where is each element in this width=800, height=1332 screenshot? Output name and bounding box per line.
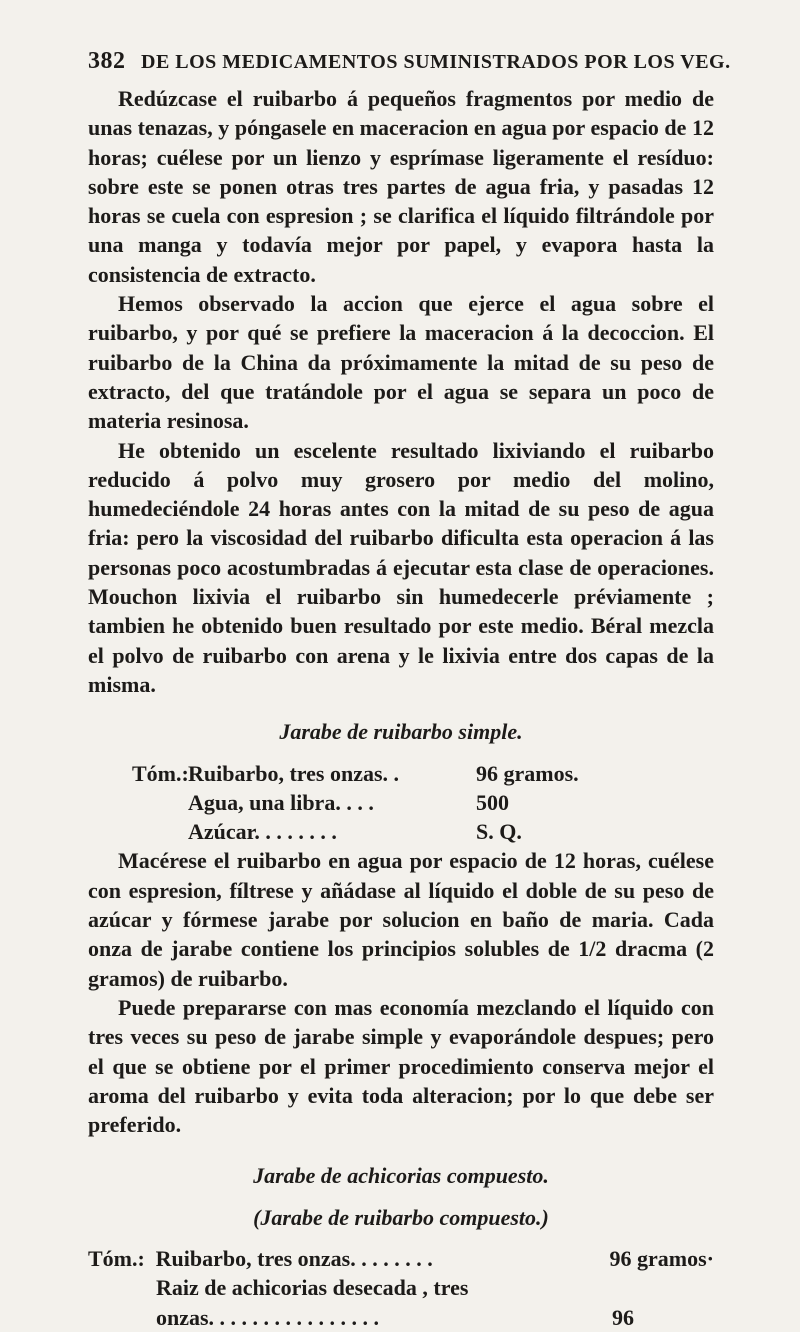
recipe-row (88, 1244, 714, 1273)
section-subheading-jarabe-ruibarbo-compuesto: (Jarabe de ruibarbo compuesto.) (253, 1204, 549, 1230)
recipe-ingredient: Agua, una libra. . . . (188, 789, 374, 815)
paragraph: He obtenido un escelente resultado lixiviando el ruibarbo reducido á polvo muy grosero por medio del molino, humedeciéndole 24 horas antes con la mitad de su peso de agua fria: pero la viscosidad del ruibarbo dificulta esta operacion á las personas poco acostumbradas á ejecutar esta clase de operaciones. Mouchon lixivia el ruibarbo sin humedecerle préviamente ; tambien he obtenido buen resultado por este medio. Béral mezcla el polvo de ruibarbo con arena y le lixivia entre dos capas de la misma. (88, 437, 714, 697)
recipe-row (88, 759, 714, 788)
recipe-row (88, 788, 714, 817)
recipe-ingredient: onzas. . . . . . . . . . . . . . . . (156, 1304, 380, 1330)
recipe-ingredient: Ruibarbo, tres onzas. . (188, 760, 400, 786)
recipe-label (88, 1303, 156, 1332)
recipe-label (88, 788, 188, 817)
recipe-ingredient: Raiz de achicorias desecada , tres (156, 1275, 469, 1301)
page-number: 382 (88, 48, 126, 74)
recipe-quantity: 500 (476, 789, 509, 815)
body-text (88, 84, 714, 1332)
running-header (88, 48, 731, 75)
recipe-label (88, 1273, 156, 1302)
recipe-row (88, 817, 714, 846)
recipe-row (88, 1273, 714, 1302)
recipe-quantity: 96 gramos· (609, 1245, 714, 1271)
recipe-label (88, 817, 188, 846)
recipe-ingredient: Ruibarbo, tres onzas. . . . . . . . (155, 1245, 433, 1271)
section-heading-jarabe-ruibarbo-simple: Jarabe de ruibarbo simple. (279, 719, 523, 745)
running-title: DE LOS MEDICAMENTOS SUMINISTRADOS POR LOS VEG. (141, 51, 731, 73)
paragraph: Redúzcase el ruibarbo á pequeños fragmentos por medio de unas tenazas, y póngasele en maceracion en agua por espacio de 12 horas; cuélese por un lienzo y esprímase ligeramente el resíduo: sobre este se ponen otras tres partes de agua fria, y pasadas 12 horas se cuela con espresion ; se clarifica el líquido filtrándole por una manga y todavía mejor por papel, y evapora hasta la consistencia de extracto. (88, 86, 714, 287)
recipe-quantity: 96 (612, 1304, 634, 1330)
paragraph: Hemos observado la accion que ejerce el agua sobre el ruibarbo, y por qué se prefiere la maceracion á la decoccion. El ruibarbo de la China da próximamente la mitad de su peso de extracto, del que tratándole por el agua se separa un poco de materia resinosa. (88, 291, 714, 434)
paragraph: Puede prepararse con mas economía mezclando el líquido con tres veces su peso de jarabe simple y evaporándole despues; pero el que se obtiene por el primer procedimiento conserva mejor el aroma del ruibarbo y evita toda alteracion; por lo que debe ser preferido. (88, 994, 714, 1138)
recipe-jarabe-ruibarbo-simple (88, 759, 714, 847)
recipe-ingredient: Azúcar. . . . . . . . (188, 819, 337, 845)
section-heading-jarabe-achicorias: Jarabe de achicorias compuesto. (253, 1163, 549, 1189)
recipe-label: Tóm.: (132, 760, 189, 786)
recipe-quantity: S. Q. (476, 819, 522, 845)
recipe-row (88, 1303, 714, 1332)
recipe-jarabe-achicorias (88, 1244, 714, 1332)
recipe-quantity: 96 gramos. (476, 760, 579, 786)
paragraph: Macérese el ruibarbo en agua por espacio de 12 horas, cuélese con espresion, fíltrese y añádase al líquido el doble de su peso de azúcar y fórmese jarabe por solucion en baño de maria. Cada onza de jarabe contiene los principios solubles de 1/2 dracma (2 gramos) de ruibarbo. (88, 848, 714, 991)
recipe-label: Tóm.: (88, 1245, 145, 1271)
